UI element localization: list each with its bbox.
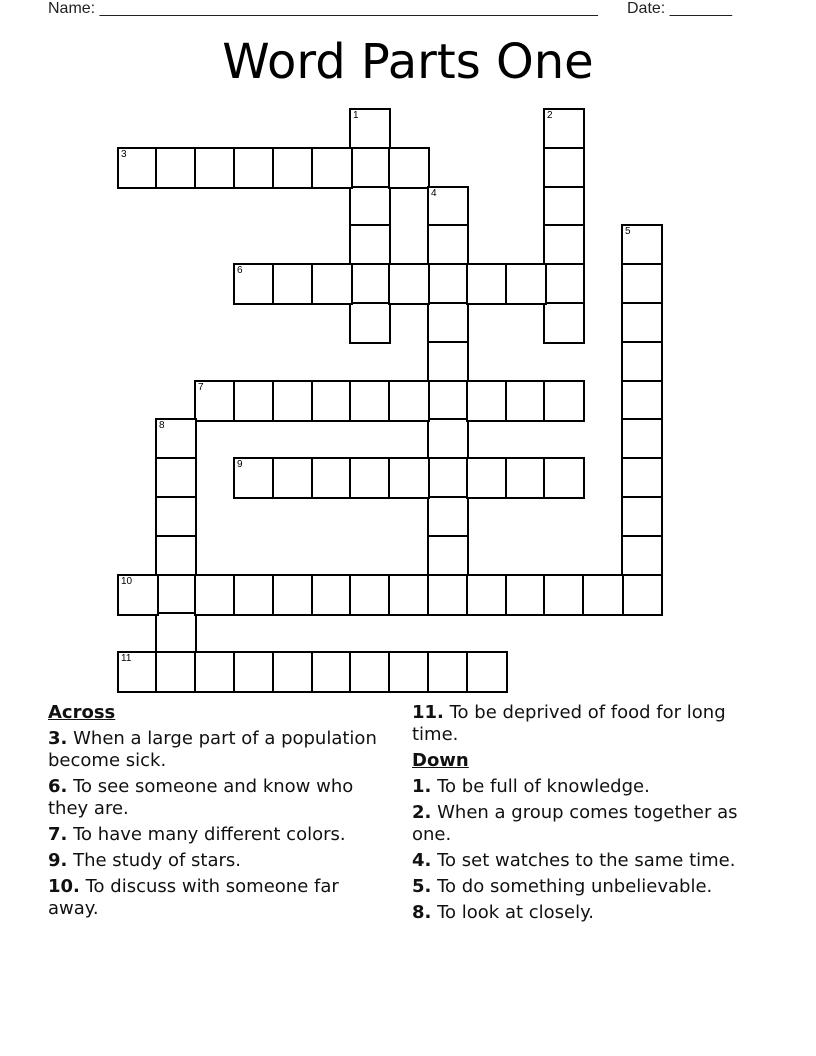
grid-cell[interactable]	[349, 147, 391, 189]
grid-cell[interactable]	[388, 651, 430, 693]
grid-cell[interactable]	[427, 574, 469, 616]
grid-cell[interactable]	[388, 147, 430, 189]
clue-number-label: 5	[625, 226, 631, 237]
grid-cell[interactable]	[466, 380, 508, 422]
grid-cell[interactable]	[311, 651, 353, 693]
clue-across-9	[48, 850, 393, 872]
clue-down-5	[412, 876, 757, 898]
grid-cell[interactable]	[466, 263, 508, 305]
grid-cell[interactable]	[349, 651, 391, 693]
grid-cell[interactable]	[505, 263, 547, 305]
grid-cell[interactable]	[194, 380, 236, 422]
clue-text: To set watches to the same time.	[437, 850, 736, 871]
grid-cell[interactable]	[272, 380, 314, 422]
clue-number: 5.	[412, 876, 432, 897]
grid-cell[interactable]	[466, 574, 508, 616]
name-field-line: Name: ________________________________________________________	[48, 0, 598, 17]
clue-number-label: 7	[198, 382, 204, 393]
grid-cell[interactable]	[155, 612, 197, 654]
clue-down-4	[412, 850, 757, 872]
grid-cell[interactable]	[621, 535, 663, 577]
grid-cell[interactable]	[621, 341, 663, 383]
grid-cell[interactable]	[621, 224, 663, 266]
grid-cell[interactable]	[155, 496, 197, 538]
grid-cell[interactable]	[155, 574, 197, 616]
page-title: Word Parts One	[222, 34, 594, 90]
grid-cell[interactable]	[427, 418, 469, 460]
clue-across-3	[48, 728, 393, 772]
clue-number-label: 2	[547, 110, 553, 121]
clue-text: When a group comes together as one.	[412, 802, 738, 845]
grid-cell[interactable]	[194, 574, 236, 616]
grid-cell[interactable]	[466, 651, 508, 693]
clue-number-label: 10	[121, 576, 133, 587]
grid-cell[interactable]	[427, 535, 469, 577]
grid-cell[interactable]	[543, 380, 585, 422]
clue-across-6	[48, 776, 393, 820]
clue-across-10	[48, 876, 393, 920]
grid-cell[interactable]	[621, 574, 663, 616]
grid-cell[interactable]	[272, 263, 314, 305]
grid-cell[interactable]	[543, 147, 585, 189]
clue-text: To have many different colors.	[73, 824, 346, 845]
clue-number-label: 8	[159, 420, 165, 431]
grid-cell[interactable]	[233, 263, 275, 305]
grid-cell[interactable]	[272, 457, 314, 499]
grid-cell[interactable]	[621, 496, 663, 538]
grid-cell[interactable]	[427, 302, 469, 344]
clue-text: To see someone and know who they are.	[48, 776, 354, 819]
grid-cell[interactable]	[155, 147, 197, 189]
grid-cell[interactable]	[117, 574, 159, 616]
grid-cell[interactable]	[388, 380, 430, 422]
grid-cell[interactable]	[349, 302, 391, 344]
grid-cell[interactable]	[311, 380, 353, 422]
date-field-line: Date: _______	[627, 0, 732, 17]
grid-cell[interactable]	[349, 380, 391, 422]
clue-text: When a large part of a population become sick.	[48, 728, 377, 771]
grid-cell[interactable]	[388, 574, 430, 616]
clue-text: The study of stars.	[73, 850, 241, 871]
clue-across-7	[48, 824, 393, 846]
grid-cell[interactable]	[543, 302, 585, 344]
grid-cell[interactable]	[621, 418, 663, 460]
grid-cell[interactable]	[117, 147, 159, 189]
grid-cell[interactable]	[272, 651, 314, 693]
grid-cell[interactable]	[272, 147, 314, 189]
grid-cell[interactable]	[155, 418, 197, 460]
grid-cell[interactable]	[427, 651, 469, 693]
grid-cell[interactable]	[349, 574, 391, 616]
grid-cell[interactable]	[117, 651, 159, 693]
clue-number-label: 11	[121, 653, 132, 664]
grid-cell[interactable]	[427, 224, 469, 266]
grid-cell[interactable]	[466, 457, 508, 499]
grid-cell[interactable]	[543, 108, 585, 150]
clue-number: 10.	[48, 876, 80, 897]
clue-number-label: 1	[353, 110, 359, 121]
grid-cell[interactable]	[543, 263, 585, 305]
grid-cell[interactable]	[311, 147, 353, 189]
clue-number: 2.	[412, 802, 432, 823]
grid-cell[interactable]	[505, 380, 547, 422]
clue-down-2	[412, 802, 757, 846]
grid-cell[interactable]	[349, 186, 391, 228]
down-heading: Down	[412, 750, 469, 771]
grid-cell[interactable]	[155, 535, 197, 577]
clue-number: 8.	[412, 902, 432, 923]
clue-number-label: 6	[237, 265, 243, 276]
grid-cell[interactable]	[311, 263, 353, 305]
grid-cell[interactable]	[582, 574, 624, 616]
grid-cell[interactable]	[194, 147, 236, 189]
grid-cell[interactable]	[155, 457, 197, 499]
grid-cell[interactable]	[621, 457, 663, 499]
grid-cell[interactable]	[155, 651, 197, 693]
across-heading: Across	[48, 702, 116, 723]
grid-cell[interactable]	[233, 574, 275, 616]
grid-cell[interactable]	[427, 341, 469, 383]
grid-cell[interactable]	[311, 574, 353, 616]
clue-number: 9.	[48, 850, 68, 871]
clue-number: 11.	[412, 702, 444, 723]
grid-cell[interactable]	[427, 457, 469, 499]
grid-cell[interactable]	[233, 651, 275, 693]
clue-text: To look at closely.	[437, 902, 594, 923]
grid-cell[interactable]	[349, 263, 391, 305]
grid-cell[interactable]	[349, 457, 391, 499]
clue-text: To discuss with someone far away.	[48, 876, 339, 919]
grid-cell[interactable]	[621, 380, 663, 422]
clue-number: 6.	[48, 776, 68, 797]
clue-number-label: 9	[237, 459, 243, 470]
grid-cell[interactable]	[505, 457, 547, 499]
grid-cell[interactable]	[543, 457, 585, 499]
grid-cell[interactable]	[543, 186, 585, 228]
clue-number: 7.	[48, 824, 68, 845]
grid-cell[interactable]	[427, 186, 469, 228]
grid-cell[interactable]	[427, 380, 469, 422]
clue-number: 3.	[48, 728, 68, 749]
grid-cell[interactable]	[543, 224, 585, 266]
grid-cell[interactable]	[621, 263, 663, 305]
grid-cell[interactable]	[233, 147, 275, 189]
grid-cell[interactable]	[233, 380, 275, 422]
grid-cell[interactable]	[427, 263, 469, 305]
grid-cell[interactable]	[349, 224, 391, 266]
grid-cell[interactable]	[311, 457, 353, 499]
grid-cell[interactable]	[543, 574, 585, 616]
grid-cell[interactable]	[194, 651, 236, 693]
grid-cell[interactable]	[388, 263, 430, 305]
clue-number: 4.	[412, 850, 432, 871]
clue-text: To be deprived of food for long time.	[412, 702, 726, 745]
clue-text: To be full of knowledge.	[437, 776, 650, 797]
grid-cell[interactable]	[388, 457, 430, 499]
clue-text: To do something unbelievable.	[437, 876, 713, 897]
clues-column-left	[48, 702, 393, 924]
grid-cell[interactable]	[349, 108, 391, 150]
grid-cell[interactable]	[427, 496, 469, 538]
clue-number-label: 3	[121, 149, 127, 160]
clue-down-8	[412, 902, 757, 924]
grid-cell[interactable]	[505, 574, 547, 616]
grid-cell[interactable]	[233, 457, 275, 499]
clue-number-label: 4	[431, 188, 437, 199]
clues-column-right	[412, 702, 757, 928]
clue-across-11	[412, 702, 757, 746]
grid-cell[interactable]	[621, 302, 663, 344]
clue-number: 1.	[412, 776, 432, 797]
grid-cell[interactable]	[272, 574, 314, 616]
clue-down-1	[412, 776, 757, 798]
